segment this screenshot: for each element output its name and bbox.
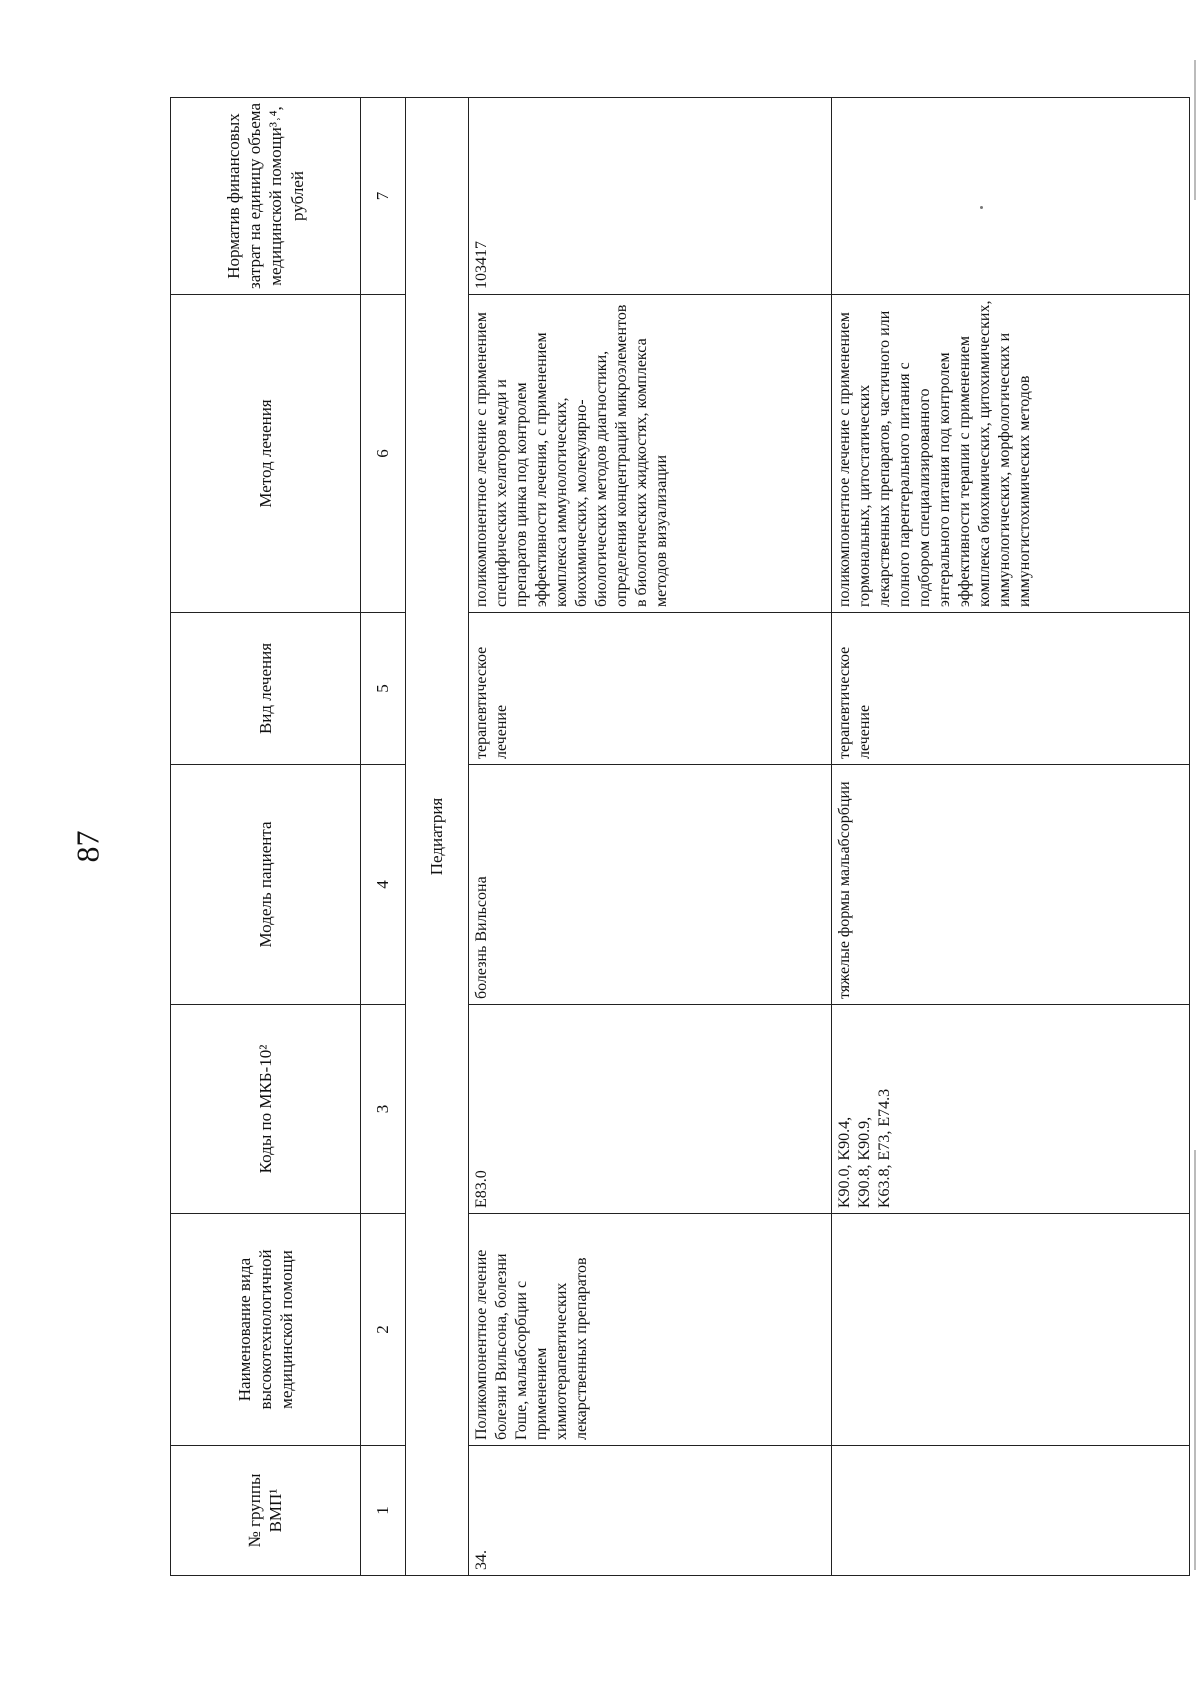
header-care-type-name: Наименование вида высокотехнологичной медицинской помощи bbox=[171, 1214, 361, 1446]
header-treatment-type: Вид лечения bbox=[171, 613, 361, 765]
scan-speck bbox=[980, 206, 983, 209]
cost-standard-cell: 103417 bbox=[469, 98, 832, 295]
patient-model-cell: болезнь Вильсона bbox=[469, 765, 832, 1005]
treatment-method-cell: поликомпонентное лечение с применением гормональных, цитостатических лекарственных препаратов, частичного или полного парентерального питания с подбором специализированного энтерального питания под контролем эффективности терапии с применением комплекса биохимических, цитохимических, иммунологических, морфологических и иммуногистохимических методов bbox=[831, 295, 1189, 613]
header-cost-standard: Норматив финансовых затрат на единицу объема медицинской помощи³˒⁴, рублей bbox=[171, 98, 361, 295]
header-treatment-method: Метод лечения bbox=[171, 295, 361, 613]
treatment-type-cell: терапевтическое лечение bbox=[831, 613, 1189, 765]
header-row bbox=[171, 98, 361, 1576]
column-number: 2 bbox=[360, 1214, 405, 1446]
column-number: 3 bbox=[360, 1005, 405, 1214]
header-patient-model: Модель пациента bbox=[171, 765, 361, 1005]
column-number: 4 bbox=[360, 765, 405, 1005]
group-number-cell bbox=[831, 1446, 1189, 1576]
column-number: 5 bbox=[360, 613, 405, 765]
icd-codes-cell: E83.0 bbox=[469, 1005, 832, 1214]
section-title: Педиатрия bbox=[405, 98, 468, 1576]
group-number-cell: 34. bbox=[469, 1446, 832, 1576]
table-row bbox=[831, 98, 1189, 1576]
header-group-number: № группы ВМП¹ bbox=[171, 1446, 361, 1576]
icd-codes-cell: K90.0, K90.4, K90.8, K90.9, K63.8, E73, E74.3 bbox=[831, 1005, 1189, 1214]
scan-edge-mark bbox=[1194, 60, 1196, 200]
column-number: 1 bbox=[360, 1446, 405, 1576]
table-row bbox=[469, 98, 832, 1576]
page-number: 87 bbox=[69, 830, 106, 863]
column-number-row bbox=[360, 98, 405, 1576]
treatment-method-cell: поликомпонентное лечение с применением специфических хелаторов меди и препаратов цинка под контролем эффективности лечения, с применением комплекса иммунологических, биохимических, молекулярно-биологических методов диагностики, определения концентраций микроэлементов в биологических жидкостях, комплекса методов визуализации bbox=[469, 295, 832, 613]
column-number: 6 bbox=[360, 295, 405, 613]
care-type-name-cell bbox=[831, 1214, 1189, 1446]
treatment-type-cell: терапевтическое лечение bbox=[469, 613, 832, 765]
column-number: 7 bbox=[360, 98, 405, 295]
patient-model-cell: тяжелые формы мальабсорбции bbox=[831, 765, 1189, 1005]
header-icd-codes: Коды по МКБ-10² bbox=[171, 1005, 361, 1214]
scan-edge-mark bbox=[1194, 1150, 1196, 1570]
care-type-name-cell: Поликомпонентное лечение болезни Вильсона, болезни Гоше, мальабсорбции с применением химиотерапевтических лекарственных препаратов bbox=[469, 1214, 832, 1446]
document-table bbox=[170, 98, 1190, 1576]
section-row bbox=[405, 98, 468, 1576]
cost-standard-cell bbox=[831, 98, 1189, 295]
